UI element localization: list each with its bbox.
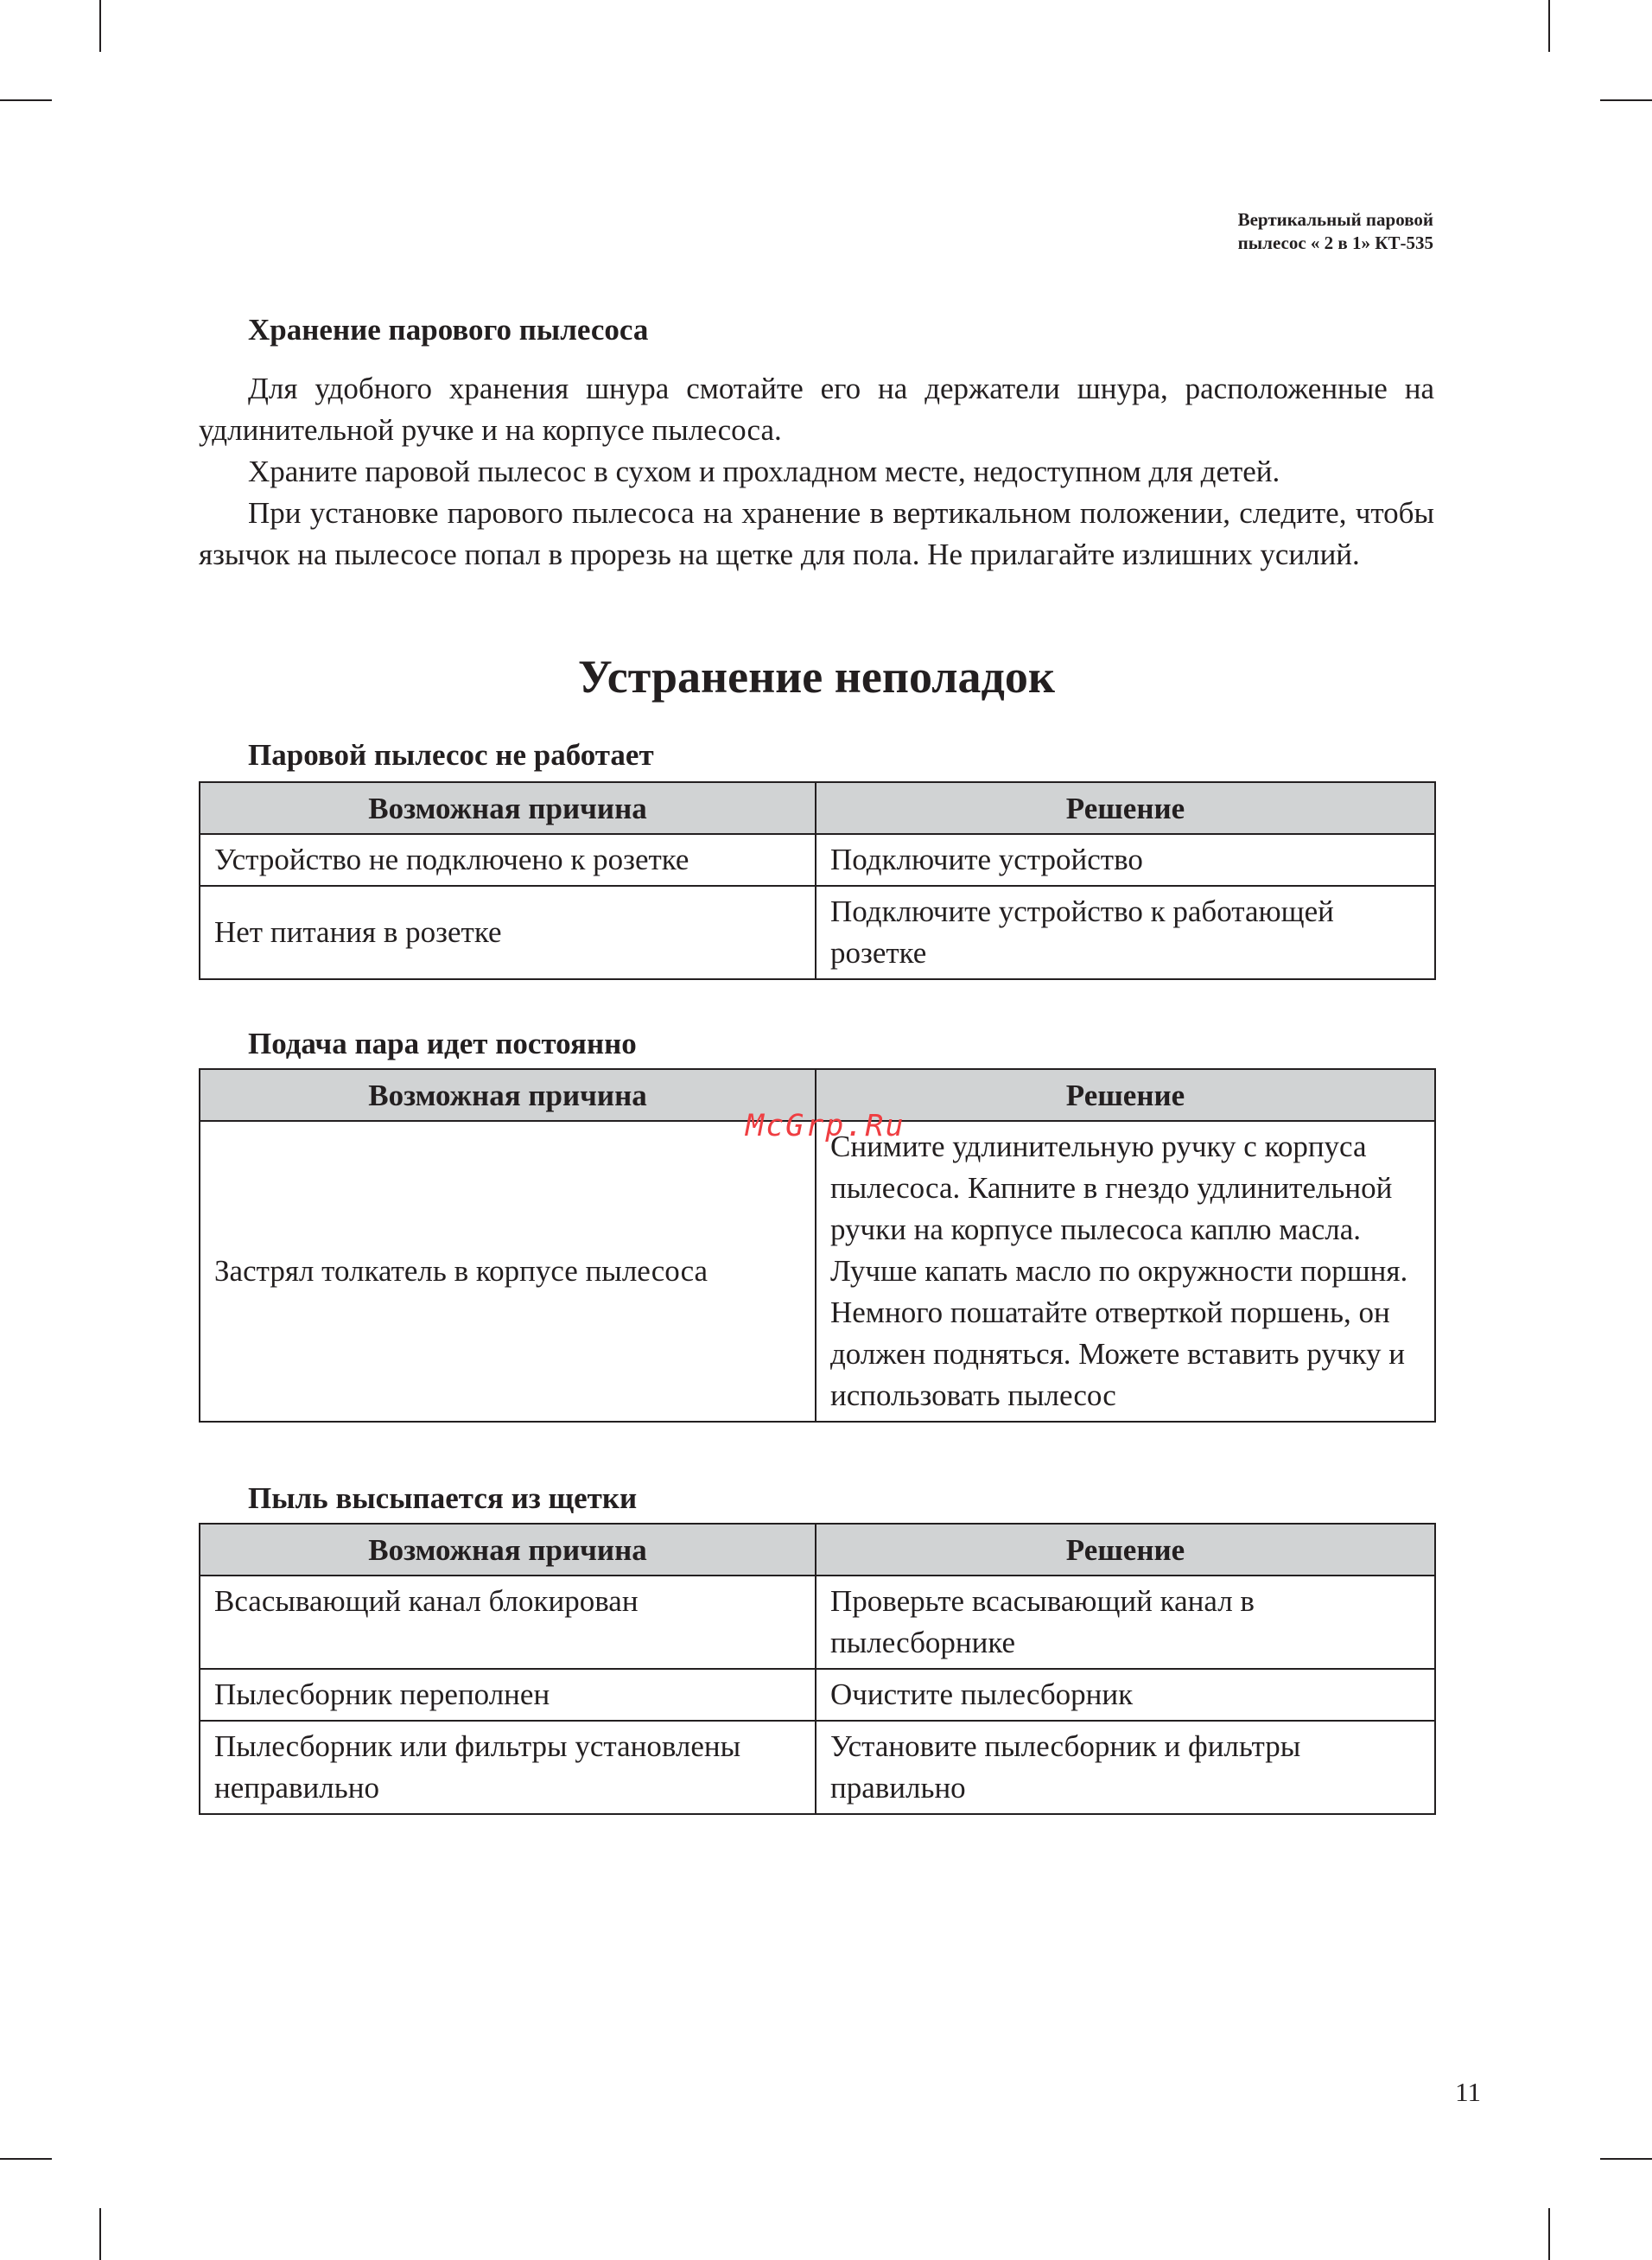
table-row [200, 834, 1435, 886]
crop-mark [1548, 2208, 1550, 2260]
storage-section [199, 309, 1434, 576]
crop-mark [1600, 99, 1652, 101]
problem-heading: Подача пара идет постоянно [248, 1027, 637, 1060]
column-header-cause: Возможная причина [200, 1069, 816, 1121]
crop-mark [1600, 2158, 1652, 2160]
running-header-line-2: пылесос « 2 в 1» КТ-535 [1237, 232, 1433, 253]
troubleshooting-title: Устранение неполадок [578, 651, 1055, 703]
storage-paragraph: Храните паровой пылесос в сухом и прохладном месте, недоступном для детей. [248, 455, 1280, 488]
solution-cell: Подключите устройство к работающей розетке [816, 886, 1435, 979]
crop-mark [0, 99, 52, 101]
column-header-cause: Возможная причина [200, 1524, 816, 1576]
storage-heading: Хранение парового пылесоса [248, 313, 649, 347]
column-header-solution: Решение [816, 1069, 1435, 1121]
solution-cell: Очистите пылесборник [816, 1669, 1435, 1721]
storage-paragraph: При установке парового пылесоса на хранение в вертикальном положении, следите, чтобы язычок на пылесосе попал в прорезь на щетке для пола. Не прилагайте излишних усилий. [199, 496, 1434, 571]
storage-paragraph: Для удобного хранения шнура смотайте его на держатели шнура, расположенные на удлинительной ручке и на корпусе пылесоса. [199, 372, 1434, 447]
solution-cell: Установите пылесборник и фильтры правильно [816, 1721, 1435, 1814]
crop-mark [99, 2208, 101, 2260]
column-header-solution: Решение [816, 1524, 1435, 1576]
running-header-line-1: Вертикальный паровой [1237, 209, 1433, 230]
cause-cell: Нет питания в розетке [200, 886, 816, 979]
crop-mark [99, 0, 101, 52]
cause-cell: Пылесборник переполнен [200, 1669, 816, 1721]
table-row [200, 1721, 1435, 1814]
page-number: 11 [1455, 2077, 1481, 2107]
table-row [200, 1669, 1435, 1721]
cause-cell: Пылесборник или фильтры установлены неправильно [200, 1721, 816, 1814]
solution-cell: Снимите удлинительную ручку с корпуса пылесоса. Капните в гнездо удлинительной ручки на корпусе пылесоса каплю масла. Лучше капать масло по окружности поршня. Немного пошатайте отверткой поршень, он должен подняться. Можете вставить ручку и использовать пылесос [816, 1121, 1435, 1422]
table-header-row [200, 782, 1435, 834]
crop-mark [1548, 0, 1550, 52]
column-header-cause: Возможная причина [200, 782, 816, 834]
table-row [200, 1576, 1435, 1669]
troubleshooting-table [199, 1523, 1436, 1815]
table-row [200, 886, 1435, 979]
watermark: McGrp.Ru [746, 1109, 905, 1143]
problem-heading: Пыль высыпается из щетки [248, 1481, 638, 1515]
table-header-row [200, 1524, 1435, 1576]
crop-mark [0, 2158, 52, 2160]
solution-cell: Проверьте всасывающий канал в пылесборнике [816, 1576, 1435, 1669]
running-header [1238, 208, 1433, 255]
table-row [200, 1121, 1435, 1422]
column-header-solution: Решение [816, 782, 1435, 834]
cause-cell: Всасывающий канал блокирован [200, 1576, 816, 1669]
page-content [199, 309, 1434, 1815]
troubleshooting-table [199, 781, 1436, 980]
cause-cell: Застрял толкатель в корпусе пылесоса [200, 1121, 816, 1422]
cause-cell: Устройство не подключено к розетке [200, 834, 816, 886]
solution-cell: Подключите устройство [816, 834, 1435, 886]
problem-heading: Паровой пылесос не работает [248, 738, 654, 772]
